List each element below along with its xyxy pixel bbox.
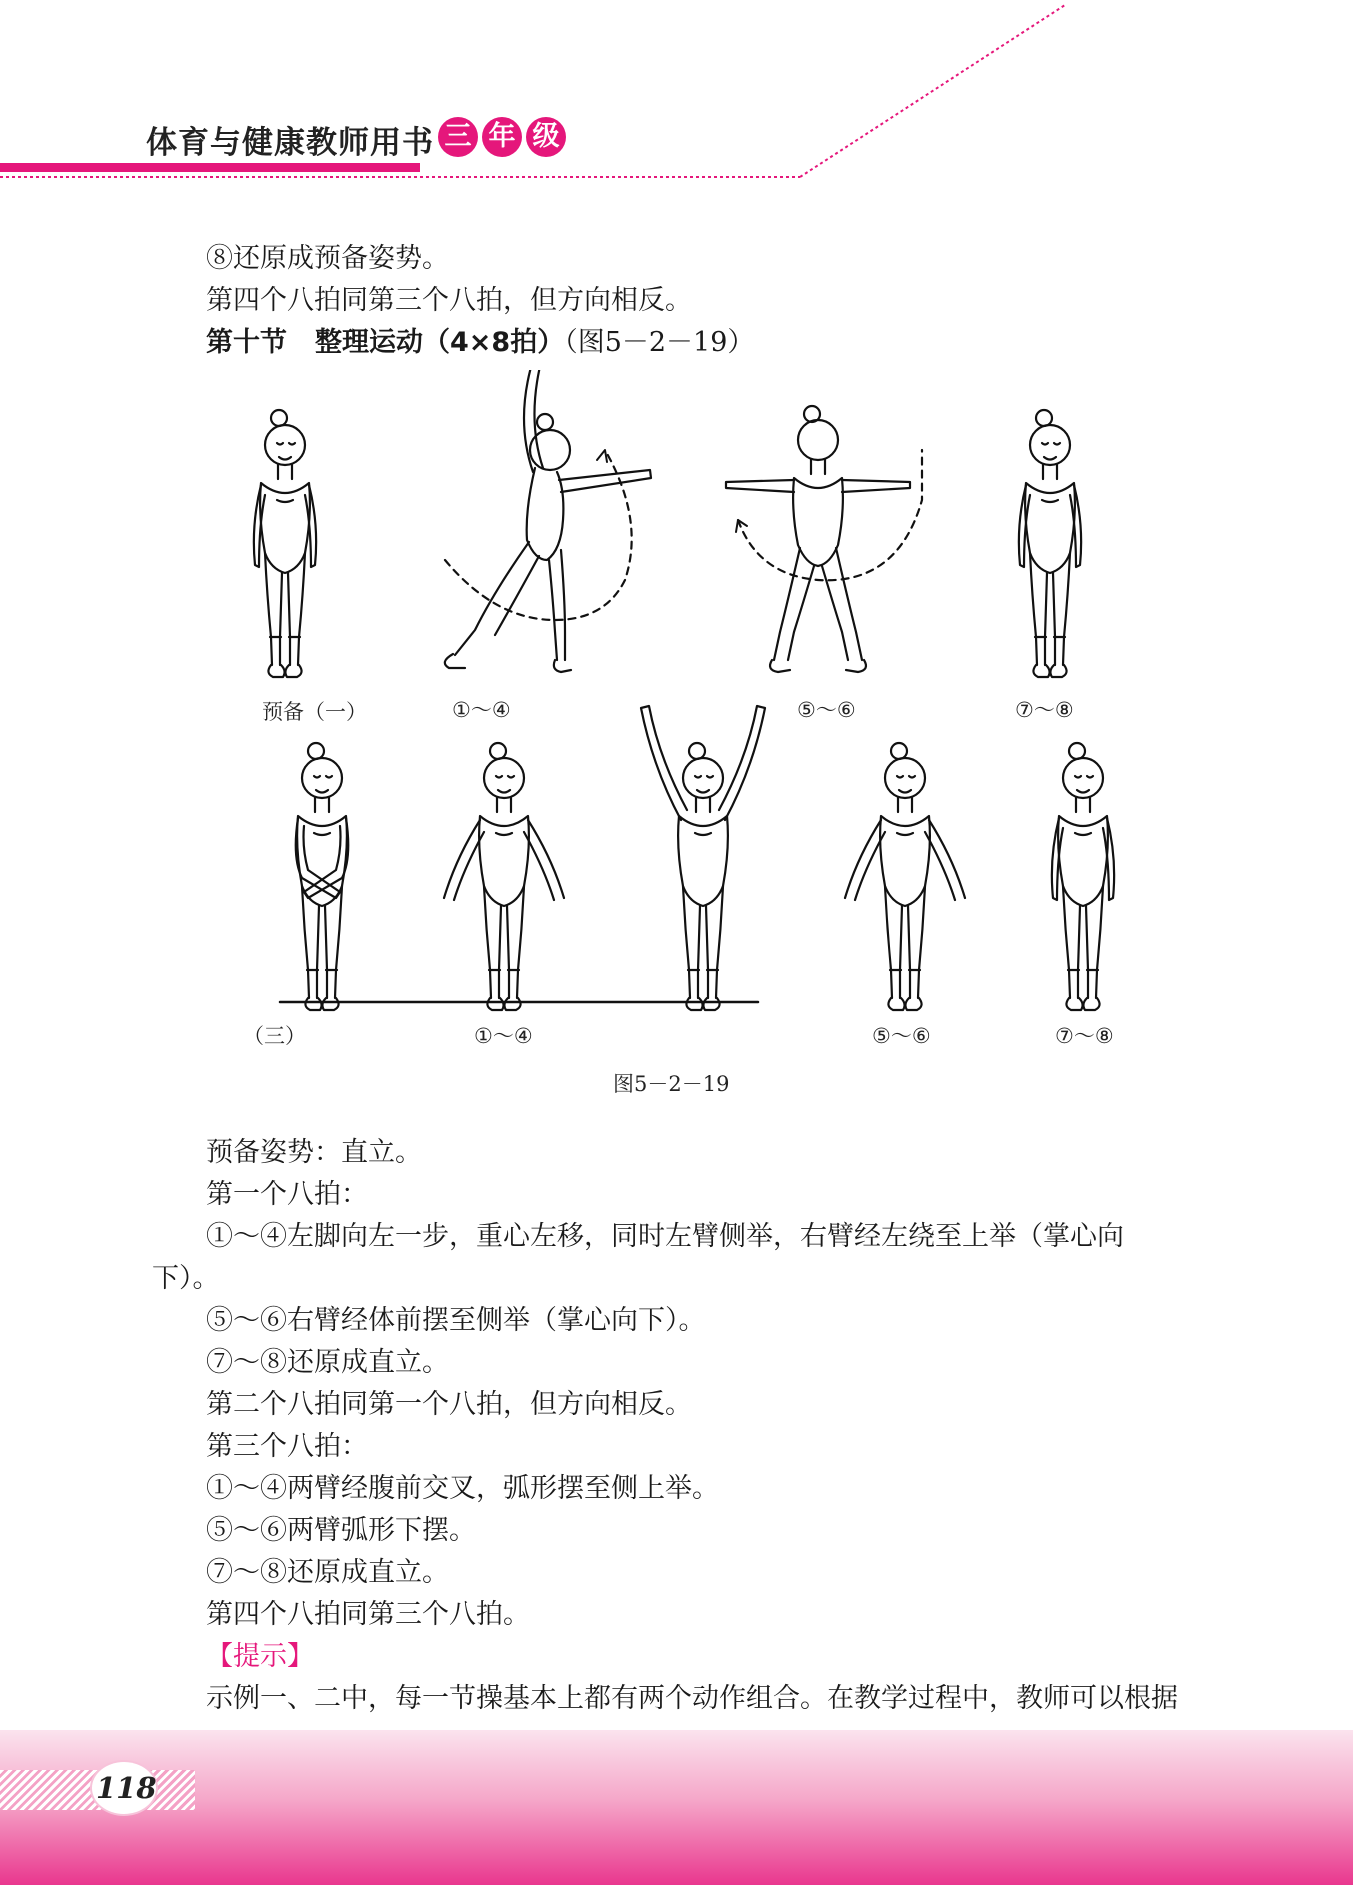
grade-char-1: 三	[438, 117, 478, 157]
figure-caption: 图5－2－19	[613, 1072, 730, 1096]
book-title: 体育与健康教师用书	[146, 125, 434, 161]
text-line: 预备姿势：直立。	[206, 1137, 422, 1168]
tip-label: 【提示】	[206, 1641, 314, 1672]
section-ref: （图5－2－19）	[564, 327, 755, 358]
exercise-figure	[0, 370, 1353, 1090]
grade-char-3: 级	[526, 117, 566, 157]
footer-band	[0, 1730, 1353, 1885]
text-line: ⑦～⑧还原成直立。	[206, 1347, 449, 1378]
label-7-8: ⑦～⑧	[1015, 698, 1074, 722]
label-1-4: ①～④	[474, 1024, 533, 1048]
text-line: ⑦～⑧还原成直立。	[206, 1557, 449, 1588]
label-5-6: ⑤～⑥	[797, 698, 856, 722]
text-line: ⑤～⑥右臂经体前摆至侧举（掌心向下）。	[206, 1305, 706, 1336]
text-line: ①～④两臂经腹前交叉，弧形摆至侧上举。	[206, 1473, 719, 1504]
text-line: 第一个八拍：	[206, 1179, 368, 1210]
label-ready-1: 预备（一）	[262, 700, 367, 724]
label-ready-3: （三）	[243, 1024, 306, 1048]
label-1-4: ①～④	[452, 698, 511, 722]
text-line: 第二个八拍同第一个八拍，但方向相反。	[206, 1389, 692, 1420]
text-line: ⑤～⑥两臂弧形下摆。	[206, 1515, 476, 1546]
page-number: 118	[96, 1771, 157, 1805]
text-line: 第四个八拍同第三个八拍。	[206, 1599, 530, 1630]
section-heading	[206, 326, 754, 360]
text-line: 第四个八拍同第三个八拍，但方向相反。	[206, 285, 692, 316]
section-label: 第十节	[206, 327, 287, 358]
text-line: 第三个八拍：	[206, 1431, 368, 1462]
tip-text: 示例一、二中，每一节操基本上都有两个动作组合。在教学过程中，教师可以根据	[206, 1683, 1178, 1714]
label-5-6: ⑤～⑥	[872, 1024, 931, 1048]
header-bar	[0, 163, 420, 172]
grade-char-2: 年	[482, 117, 522, 157]
label-7-8: ⑦～⑧	[1055, 1024, 1114, 1048]
text-line: ①～④左脚向左一步，重心左移，同时左臂侧举，右臂经左绕至上举（掌心向	[206, 1221, 1124, 1252]
text-line: 下）。	[152, 1263, 220, 1294]
text-line: ⑧还原成预备姿势。	[206, 243, 449, 274]
section-name: 整理运动（4×8拍）	[315, 327, 565, 358]
